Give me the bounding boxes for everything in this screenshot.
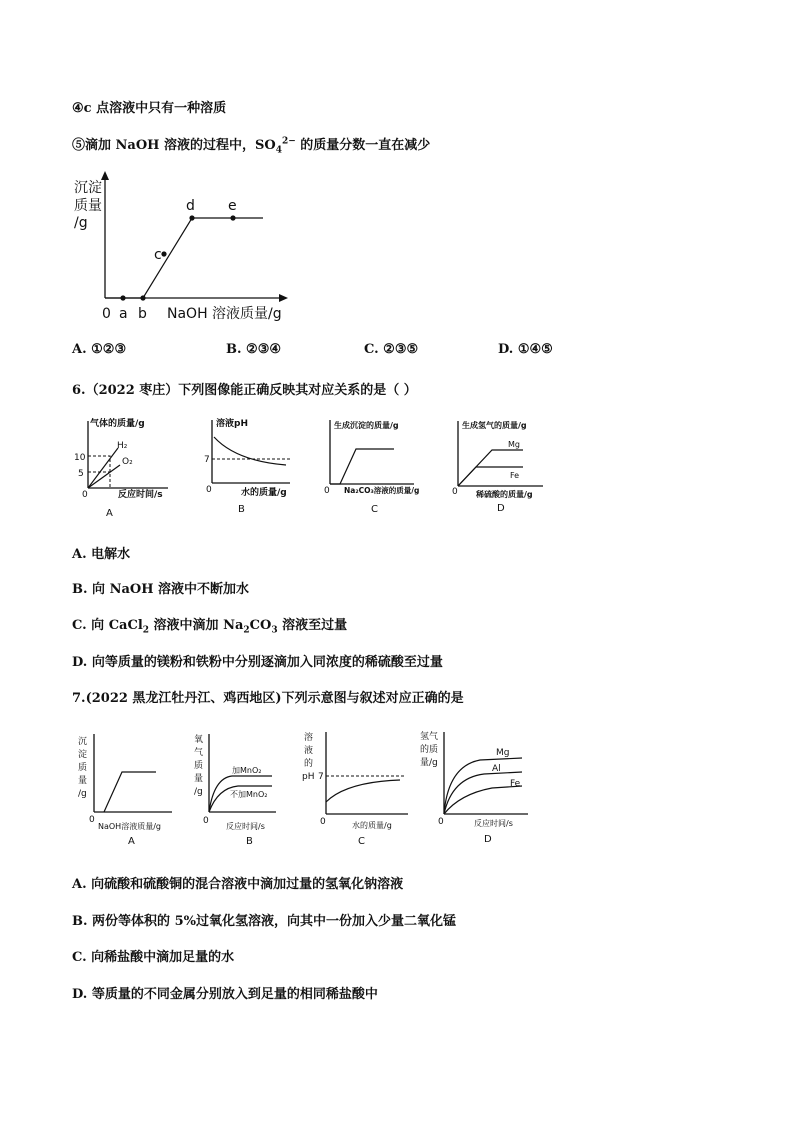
- q5-option-c[interactable]: C. ②③⑤: [364, 342, 419, 357]
- q7b-ylabel-3: 质: [194, 761, 204, 771]
- q6a-tick-10: 10: [74, 453, 86, 463]
- q7d-tag: D: [484, 834, 492, 845]
- q6-stem: 6.（2022 枣庄）下列图像能正确反映其对应关系的是（ ）: [72, 383, 417, 398]
- q6-option-b[interactable]: B. 向 NaOH 溶液中不断加水: [72, 582, 250, 597]
- q6b-tick-7: 7: [204, 455, 210, 465]
- q6d-fe-label: Fe: [510, 471, 520, 480]
- q7a-ylabel-3: 质: [78, 763, 88, 773]
- q6a-xlabel: 反应时间/s: [118, 490, 163, 500]
- q6-option-c[interactable]: [72, 614, 347, 636]
- q7-graph-c: [302, 728, 412, 846]
- q6d-mg-label: Mg: [508, 440, 520, 449]
- q7d-fe-label: Fe: [510, 779, 521, 789]
- q5-label-b: b: [138, 306, 147, 322]
- statement-5-text: ⑤滴加 NaOH 溶液的过程中，SO: [72, 138, 276, 153]
- q6c-curve: [330, 449, 394, 484]
- q7b-tag: B: [246, 836, 253, 847]
- q6-graph-d: [448, 415, 553, 520]
- q5-point-c: [161, 251, 166, 256]
- q7c-ylabel-1: 溶: [304, 733, 314, 743]
- q5-point-b: [140, 295, 145, 300]
- q7d-ylabel-2: 的质: [420, 745, 439, 755]
- q7b-ylabel-2: 气: [194, 748, 204, 758]
- q7b-origin: 0: [203, 816, 209, 826]
- q7d-ylabel-3: 量/g: [420, 758, 438, 768]
- q5-option-a[interactable]: A. ①②③: [72, 342, 127, 357]
- q7b-xlabel: 反应时间/s: [226, 822, 265, 831]
- q7a-ylabel-4: 量: [78, 776, 88, 786]
- q6b-xlabel: 水的质量/g: [241, 488, 287, 498]
- q5-y-arrow: [101, 171, 109, 180]
- q7b-ylabel-4: 量: [194, 774, 204, 784]
- q5-label-a: a: [119, 306, 128, 322]
- q7c-ylabel-2: 液: [304, 746, 314, 756]
- q5-xlabel: NaOH 溶液质量/g: [167, 306, 282, 322]
- q5-ylabel-2: 质量: [74, 198, 102, 214]
- q5-curve: [105, 218, 263, 298]
- statement-4: ④c 点溶液中只有一种溶质: [72, 101, 227, 116]
- q6c-xlabel: Na₂CO₃溶液的质量/g: [344, 486, 420, 495]
- q6d-ylabel: 生成氢气的质量/g: [462, 421, 527, 430]
- q6a-origin: 0: [82, 490, 88, 500]
- q7b-label-with: 加MnO₂: [232, 766, 262, 775]
- q5-option-b[interactable]: B. ②③④: [226, 342, 282, 357]
- q7-graph-b: [192, 730, 292, 845]
- q5-label-origin: 0: [102, 306, 111, 322]
- q6-option-c-sub1: 2: [142, 625, 150, 636]
- q5-graph: [60, 165, 300, 330]
- q7-option-a[interactable]: A. 向硫酸和硫酸铜的混合溶液中滴加过量的氢氧化钠溶液: [72, 877, 404, 892]
- q6b-tag: B: [238, 504, 245, 515]
- q7a-tag: A: [128, 836, 135, 847]
- q6c-tag: C: [371, 504, 378, 515]
- q7d-xlabel: 反应时间/s: [474, 819, 513, 828]
- q6a-tag: A: [106, 508, 113, 519]
- q6-option-c-sub2: 2: [243, 625, 250, 636]
- statement-5-superscript: 2−: [281, 136, 296, 147]
- q6-graph-b: [198, 415, 298, 520]
- q7b-label-without: 不加MnO₂: [230, 790, 268, 799]
- q7-graph-a: [76, 730, 176, 845]
- q7-stem: 7.(2022 黑龙江牡丹江、鸡西地区)下列示意图与叙述对应正确的是: [72, 691, 464, 706]
- q6a-o2-label: O₂: [122, 457, 133, 467]
- q7a-curve: [104, 772, 156, 812]
- q7-graph-d: [418, 726, 530, 846]
- q5-ylabel-1: 沉淀: [74, 180, 102, 196]
- q6-option-c-text-4: 溶液至过量: [277, 618, 348, 633]
- q6a-ylabel: 气体的质量/g: [90, 419, 145, 429]
- q6-option-d[interactable]: D. 向等质量的镁粉和铁粉中分别逐滴加入同浓度的稀硫酸至过量: [72, 655, 443, 670]
- q6b-origin: 0: [206, 485, 212, 495]
- q6c-ylabel: 生成沉淀的质量/g: [334, 421, 399, 430]
- q5-point-d: [189, 215, 194, 220]
- q6d-tag: D: [497, 503, 505, 514]
- q5-ylabel-3: /g: [74, 215, 88, 231]
- q6a-o2-line: [88, 465, 120, 488]
- q5-label-d: d: [186, 198, 195, 214]
- q7c-origin: 0: [320, 817, 326, 827]
- q7-option-c[interactable]: C. 向稀盐酸中滴加足量的水: [72, 950, 235, 965]
- q6-option-c-text: C. 向 CaCl: [72, 618, 143, 633]
- q7c-xlabel: 水的质量/g: [352, 821, 392, 830]
- q7a-xlabel: NaOH溶液质量/g: [98, 822, 161, 831]
- q7d-origin: 0: [438, 817, 444, 827]
- q7d-al-label: Al: [492, 764, 501, 774]
- q7c-curve: [326, 780, 400, 802]
- q7b-ylabel-5: /g: [194, 787, 203, 797]
- statement-5-subscript: 4: [275, 145, 282, 156]
- q7-option-d[interactable]: D. 等质量的不同金属分别放入到足量的相同稀盐酸中: [72, 987, 378, 1002]
- q7c-tick-7: 7: [318, 772, 324, 782]
- q6d-mg-line: [458, 450, 523, 486]
- q6c-origin: 0: [324, 486, 330, 496]
- statement-5-text-end: 的质量分数一直在减少: [295, 138, 431, 153]
- q7c-ylabel-3: 的: [304, 759, 314, 769]
- q7a-ylabel-2: 淀: [78, 750, 88, 760]
- q7d-mg-label: Mg: [496, 748, 510, 758]
- q5-point-a: [120, 295, 125, 300]
- q5-label-c: c: [154, 247, 162, 263]
- q5-option-d[interactable]: D. ①④⑤: [498, 342, 553, 357]
- q6-graph-a: [72, 415, 172, 520]
- q7d-ylabel-1: 氢气: [420, 732, 439, 742]
- q7d-fe-curve: [444, 786, 522, 814]
- q5-label-e: e: [228, 198, 237, 214]
- q6a-tick-5: 5: [78, 469, 84, 479]
- q5-x-arrow: [279, 294, 288, 302]
- q7a-ylabel-1: 沉: [78, 737, 88, 747]
- q7b-ylabel-1: 氧: [194, 735, 204, 745]
- q6a-h2-line: [88, 448, 118, 488]
- q6b-curve: [214, 437, 286, 465]
- q6b-ylabel: 溶液pH: [216, 419, 248, 429]
- q6-graph-c: [318, 415, 423, 520]
- q7c-tag: C: [358, 836, 365, 847]
- q6-option-c-text-2: 溶液中滴加 Na: [149, 618, 244, 633]
- q6d-origin: 0: [452, 487, 458, 497]
- q6a-h2-label: H₂: [117, 441, 128, 451]
- q5-point-e: [230, 215, 235, 220]
- q6-option-c-sub3: 3: [271, 625, 278, 636]
- statement-5: [72, 134, 430, 156]
- q7-option-b[interactable]: B. 两份等体积的 5%过氧化氢溶液，向其中一份加入少量二氧化锰: [72, 914, 456, 929]
- q7c-ylabel-4: pH: [302, 772, 315, 782]
- q6-option-c-text-3: CO: [249, 618, 272, 633]
- q7a-ylabel-5: /g: [78, 789, 87, 799]
- q7a-origin: 0: [89, 815, 95, 825]
- q6d-xlabel: 稀硫酸的质量/g: [476, 490, 533, 499]
- q6-option-a[interactable]: A. 电解水: [72, 547, 131, 562]
